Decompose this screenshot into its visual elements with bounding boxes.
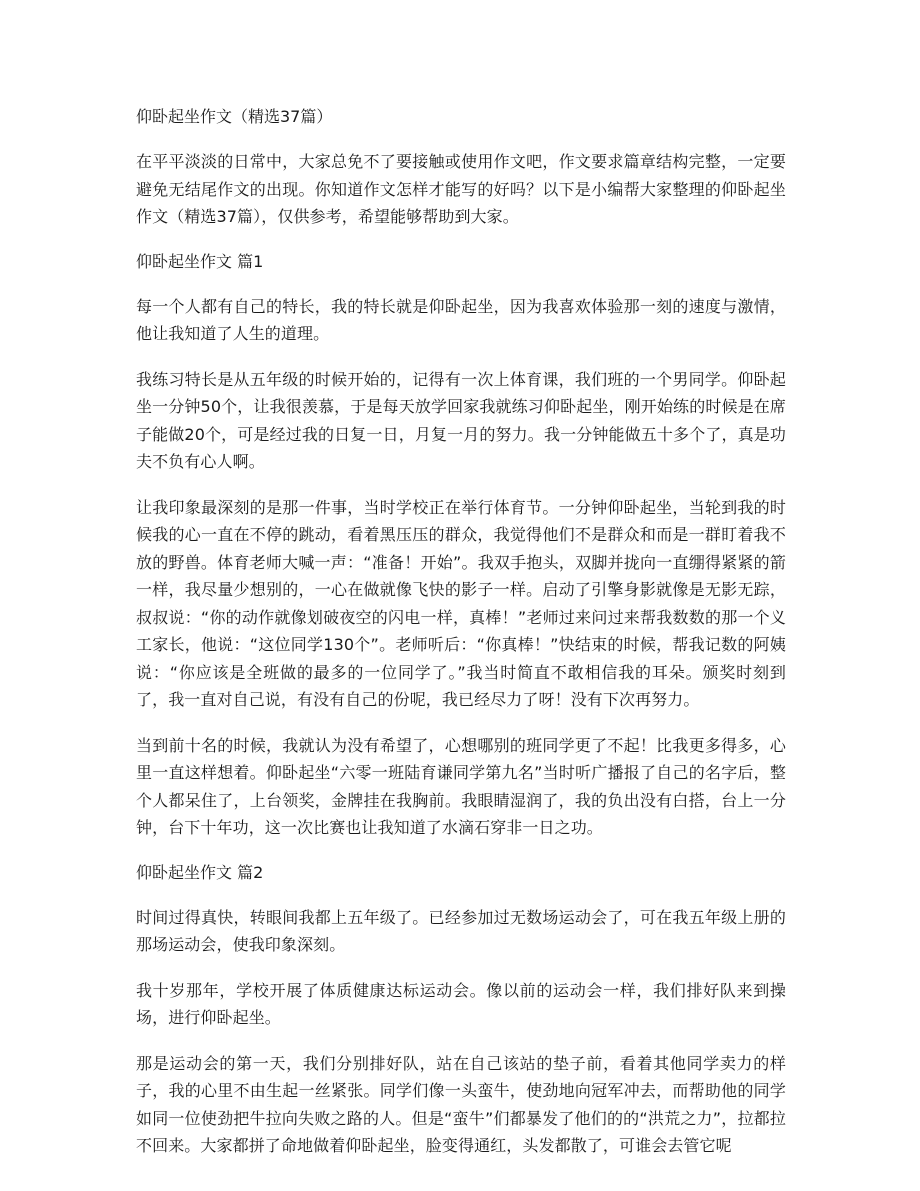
section-1-paragraph-2: 我练习特长是从五年级的时候开始的，记得有一次上体育课，我们班的一个男同学。仰卧起坐一分钟50个，让我很羡慕，于是每天放学回家我就练习仰卧起坐，刚开始练的时候是在席子能做20个，可是经过我的日复一日，月复一月的努力。我一分钟能做五十多个了，真是功夫不负有心人啊。 [136,369,786,471]
document-title: 仰卧起坐作文（精选37篇） [136,107,333,126]
section-1-paragraph-1: 每一个人都有自己的特长，我的特长就是仰卧起坐，因为我喜欢体验那一刻的速度与激情，他让我知道了人生的道理。 [136,296,786,343]
section-2-paragraph-3: 那是运动会的第一天，我们分别排好队，站在自己该站的垫子前，看着其他同学卖力的样子，我的心里不由生起一丝紧张。同学们像一头蛮牛，使劲地向冠军冲去，而帮助他的同学如同一位使劲把牛拉向失败之路的人。但是“蛮牛”们都暴发了他们的的“洪荒之力”，拉都拉不回来。大家都拼了命地做着仰卧起坐，脸变得通红，头发都散了，可谁会去管它呢 [136,1053,786,1155]
section-heading-2: 仰卧起坐作文 篇2 [136,862,264,882]
section-2-paragraph-1: 时间过得真快，转眼间我都上五年级了。已经参加过无数场运动会了，可在我五年级上册的那场运动会，使我印象深刻。 [136,907,786,954]
section-2-paragraph-2: 我十岁那年，学校开展了体质健康达标运动会。像以前的运动会一样，我们排好队来到操场，进行仰卧起坐。 [136,980,786,1027]
section-1-paragraph-3: 让我印象最深刻的是那一件事，当时学校正在举行体育节。一分钟仰卧起坐，当轮到我的时候我的心一直在不停的跳动，看着黑压压的群众，我觉得他们不是群众和而是一群盯着我不放的野兽。体育老师大喊一声：“准备！开始”。我双手抱头，双脚并拢向一直绷得紧紧的箭一样，我尽量少想别的，一心在做就像飞快的影子一样。启动了引擎身影就像是无影无踪，叔叔说：“你的动作就像划破夜空的闪电一样，真棒！”老师过来问过来帮我数数的那一个义工家长，他说：“这位同学130个”。老师听后：“你真棒！”快结束的时候，帮我记数的阿姨说：“你应该是全班做的最多的一位同学了。”我当时简直不敢相信我的耳朵。颁奖时刻到了，我一直对自己说，有没有自己的份呢，我已经尽力了呀！没有下次再努力。 [136,497,786,709]
document-page [136,104,786,1178]
intro-paragraph: 在平平淡淡的日常中，大家总免不了要接触或使用作文吧，作文要求篇章结构完整，一定要避免无结尾作文的出现。你知道作文怎样才能写的好吗？以下是小编帮大家整理的仰卧起坐作文（精选37篇），仅供参考，希望能够帮助到大家。 [136,152,786,226]
section-heading-1: 仰卧起坐作文 篇1 [136,251,264,271]
section-1-paragraph-4: 当到前十名的时候，我就认为没有希望了，心想哪别的班同学更了不起！比我更多得多，心里一直这样想着。仰卧起坐“六零一班陆育谦同学第九名”当时听广播报了自己的名字后，整个人都呆住了，上台领奖，金牌挂在我胸前。我眼睛湿润了，我的负出没有白搭，台上一分钟，台下十年功，这一次比赛也让我知道了水滴石穿非一日之功。 [136,735,786,837]
